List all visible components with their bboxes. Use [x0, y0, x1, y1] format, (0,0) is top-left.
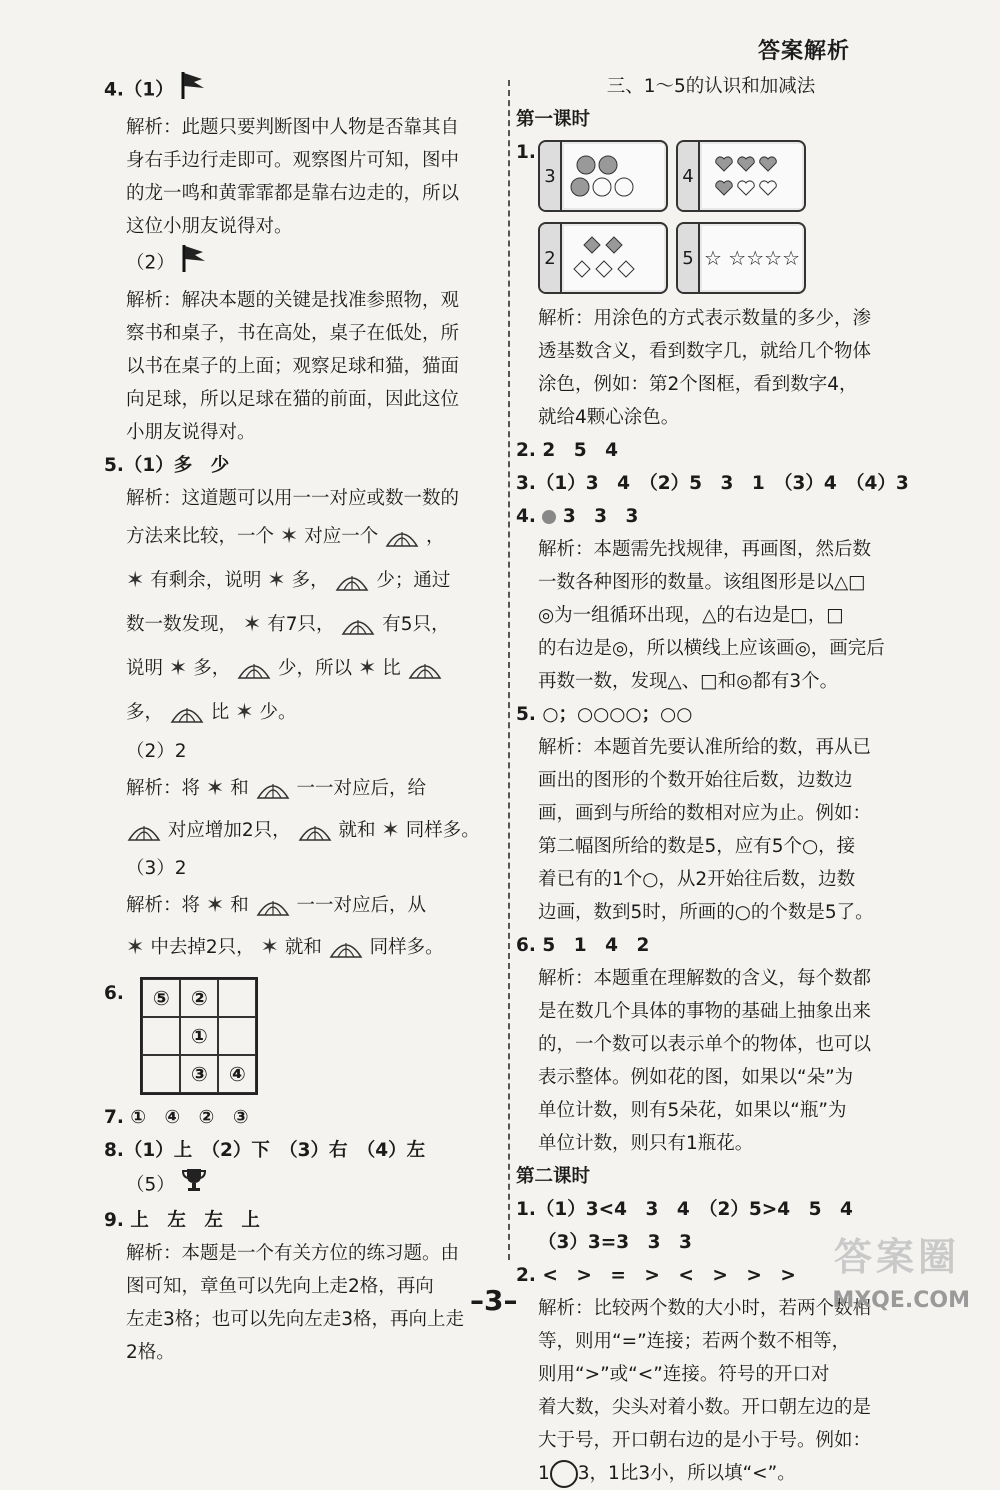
text-line: 涂色，例如：第2个图框，看到数字4，: [538, 374, 858, 395]
q5-1-explanation: [104, 482, 494, 735]
starfish-icon: ✶: [279, 524, 299, 549]
text-line: 解析：此题只要判断图中人物是否靠其自: [126, 117, 460, 138]
card-number: 3: [540, 142, 562, 210]
text-span: 说明: [126, 658, 164, 679]
l2-q1b: （3）3=3 3 3: [538, 1232, 692, 1253]
q8-5-label: （5）: [126, 1174, 175, 1196]
text-span: 解析：将: [126, 778, 201, 799]
hearts-icon: [702, 144, 802, 208]
grid-cell: ⑤: [142, 979, 180, 1017]
starfish-icon: ✶: [205, 776, 225, 801]
text-line: 表示整体。例如花的图，如果以“朵”为: [538, 1067, 854, 1088]
watermark-site: MXQE.COM: [832, 1288, 970, 1313]
text-line: 解析：本题首先要认准所给的数，再从已: [538, 737, 872, 758]
text-span: 就和: [338, 820, 376, 841]
text-line: [126, 515, 494, 559]
text-line: 的龙一鸣和黄霏霏都是靠右边走的，所以: [126, 183, 460, 204]
text-span: 3，1比3小，所以填“<”。: [577, 1463, 796, 1484]
text-line: 单位计数，则只有1瓶花。: [538, 1133, 754, 1154]
r-q3: 3.（1）3 4 （2）5 3 1 （3）4 （4）3: [516, 473, 909, 494]
text-line: 边画，数到5时，所画的○的个数是5了。: [538, 902, 874, 923]
r-q2: 2. 2 5 4: [516, 440, 618, 461]
r-q1-cards: [538, 140, 906, 294]
r-q4-explanation: [516, 533, 906, 698]
q6: [104, 977, 494, 1101]
text-line: 是在数几个具体的事物的基础上抽象出来: [538, 1001, 872, 1022]
shell-icon: [384, 526, 420, 548]
r-q4-answer: 3 3 3: [562, 506, 639, 527]
q4-1-explanation: [104, 111, 494, 243]
text-span: 少；通过: [376, 570, 451, 591]
starfish-icon: ✶: [242, 612, 262, 637]
text-span: 1: [538, 1463, 550, 1484]
diamonds-icon: [564, 226, 664, 290]
starfish-icon: ✶: [267, 568, 286, 593]
q8-5: [104, 1167, 494, 1204]
text-line: [538, 1457, 906, 1490]
q5-1: 5.（1）多 少: [104, 455, 230, 476]
text-span: 多，: [193, 658, 231, 679]
text-line: 解析：解决本题的关键是找准参照物，观: [126, 290, 460, 311]
text-span: 数一数发现，: [126, 614, 238, 635]
q4-1-label: 4.（1）: [104, 79, 174, 101]
l2-q1a: 1.（1）3<4 3 4 （2）5>4 5 4: [516, 1199, 853, 1220]
text-line: 解析：本题重在理解数的含义，每个数都: [538, 968, 872, 989]
q5-2: （2）2: [126, 741, 187, 762]
blank-circle-icon: [550, 1460, 578, 1488]
shell-icon: [340, 614, 376, 636]
text-line: 图可知，章鱼可以先向上走2格，再向: [126, 1276, 434, 1297]
text-line: 就给4颗心涂色。: [538, 407, 680, 428]
page-header: 答案解析: [757, 39, 850, 64]
count-card: [538, 140, 668, 212]
text-span: 对应一个: [304, 526, 379, 547]
r-q1: 1.: [516, 142, 536, 163]
trophy-icon: [181, 1167, 207, 1204]
q4-2-explanation: [104, 284, 494, 449]
text-line: [126, 810, 494, 852]
grid-cell: ③: [180, 1055, 218, 1093]
text-line: 第二幅图所给的数是5，应有5个○，接: [538, 836, 856, 857]
flag-icon: [181, 243, 207, 284]
text-line: 则用“>”或“<”连接。符号的开口对: [538, 1364, 830, 1385]
section-title: 三、1～5的认识和加减法: [606, 76, 816, 97]
text-span: 就和: [284, 937, 322, 958]
text-line: 解析：比较两个数的大小时，若两个数相: [538, 1298, 872, 1319]
left-column: [104, 70, 494, 1369]
r-q4: [516, 500, 906, 533]
grid-cell: [218, 979, 256, 1017]
flag-icon: [180, 70, 206, 111]
q9: 9. 上 左 左 上: [104, 1210, 260, 1231]
shell-icon: [297, 820, 333, 842]
text-span: 对应增加2只，: [167, 820, 291, 841]
grid-cell: [142, 1017, 180, 1055]
starfish-icon: ✶: [260, 935, 279, 960]
text-line: 大于号，开口朝右边的是小于号。例如：: [538, 1430, 872, 1451]
text-line: [126, 768, 494, 810]
l2-q2: 2. < > = > < > > >: [516, 1265, 796, 1286]
shell-icon: [255, 895, 291, 917]
text-span: 解析：将: [126, 895, 201, 916]
q6-label: 6.: [104, 983, 124, 1004]
card-number: 4: [678, 142, 700, 210]
grid-cell: ④: [218, 1055, 256, 1093]
text-line: 透基数含义，看到数字几，就给几个物体: [538, 341, 872, 362]
r-q5: 5. ○；○○○○；○○: [516, 704, 693, 725]
text-line: 察书和桌子，书在高处，桌子在低处，所: [126, 323, 460, 344]
text-span: 有剩余，说明: [150, 570, 262, 591]
r-q5-explanation: [516, 731, 906, 929]
shell-icon: [255, 778, 291, 800]
stars-row: ☆☆☆: [746, 246, 800, 270]
text-line: 一数各种图形的数量。该组图形是以△□: [538, 572, 866, 593]
text-line: 身右手边行走即可。观察图片可知，图中: [126, 150, 460, 171]
stars-row: ☆ ☆: [703, 246, 747, 270]
text-span: ，: [426, 526, 445, 547]
text-line: 的，一个数可以表示单个的物体，也可以: [538, 1034, 872, 1055]
q5-3-explanation: [104, 885, 494, 969]
text-span: 和: [230, 778, 249, 799]
starfish-icon: ✶: [168, 656, 188, 681]
text-span: 有7只，: [267, 614, 335, 635]
filled-circle-icon: [542, 510, 556, 524]
text-line: [126, 885, 494, 927]
text-line: 以书在桌子的上面；观察足球和猫，猫面: [126, 356, 460, 377]
r-q6-explanation: [516, 962, 906, 1160]
grid-cell: ②: [180, 979, 218, 1017]
q6-grid: [140, 977, 258, 1095]
text-span: 中去掉2只，: [150, 937, 255, 958]
text-line: ◎为一组循环出现，△的右边是□，□: [538, 605, 844, 626]
r-q1-explanation: [516, 302, 906, 434]
text-span: 一一对应后，给: [296, 778, 427, 799]
column-divider: [508, 80, 510, 1260]
text-line: [126, 603, 494, 647]
text-line: 小朋友说得对。: [126, 422, 256, 443]
text-line: 等，则用“=”连接；若两个数不相等，: [538, 1331, 851, 1352]
card-number: 2: [540, 224, 562, 292]
text-line: 这位小朋友说得对。: [126, 216, 293, 237]
text-line: 的右边是◎，所以横线上应该画◎，画完后: [538, 638, 885, 659]
stars-icon: [702, 226, 802, 290]
q5-2-explanation: [104, 768, 494, 852]
text-line: 着已有的1个○，从2开始往后数，边数: [538, 869, 856, 890]
q4-2: [104, 243, 494, 284]
text-line: 再数一数，发现△、□和◎都有3个。: [538, 671, 839, 692]
text-span: 多，: [291, 570, 329, 591]
shell-icon: [407, 658, 443, 680]
text-line: 解析：本题需先找规律，再画图，然后数: [538, 539, 872, 560]
q9-explanation: [104, 1237, 494, 1369]
text-line: 着大数，尖头对着小数。开口朝左边的是: [538, 1397, 872, 1418]
text-line: [126, 647, 494, 691]
r-q6: 6. 5 1 4 2: [516, 935, 650, 956]
text-span: 少，所以: [278, 658, 353, 679]
text-span: 一一对应后，从: [296, 895, 427, 916]
text-line: 画出的图形的个数开始往后数，边数边: [538, 770, 853, 791]
watermark-logo: 答案圈: [833, 1235, 960, 1279]
text-span: 比: [210, 702, 230, 723]
text-span: 有5只，: [382, 614, 450, 635]
text-line: [126, 691, 494, 735]
shell-icon: [334, 570, 370, 592]
text-line: 2格。: [126, 1342, 175, 1363]
starfish-icon: ✶: [205, 893, 225, 918]
shell-icon: [126, 820, 162, 842]
shell-icon: [169, 702, 205, 724]
starfish-icon: ✶: [381, 818, 400, 843]
text-line: 画，画到与所给的数相对应为止。例如：: [538, 803, 872, 824]
q7: 7. ① ④ ② ③: [104, 1107, 249, 1128]
starfish-icon: ✶: [126, 568, 145, 593]
text-line: 向足球，所以足球在猫的前面，因此这位: [126, 389, 460, 410]
shell-icon: [328, 937, 364, 959]
text-span: 方法来比较，一个: [126, 526, 275, 547]
lesson-1-title: 第一课时: [516, 109, 591, 130]
starfish-icon: ✶: [357, 656, 377, 681]
l2-q2-explanation: [516, 1292, 906, 1490]
grid-cell: ①: [180, 1017, 218, 1055]
text-line: 解析：用涂色的方式表示数量的多少，渗: [538, 308, 872, 329]
text-line: 解析：这道题可以用一一对应或数一数的: [126, 488, 460, 509]
count-card: [538, 222, 668, 294]
text-span: 少。: [259, 702, 297, 723]
starfish-icon: ✶: [235, 700, 254, 725]
lesson-2-title: 第二课时: [516, 1166, 591, 1187]
page-number: –3–: [470, 1284, 518, 1317]
text-line: [126, 927, 494, 969]
q4-2-label: （2）: [126, 252, 175, 274]
text-line: 左走3格；也可以先向左走3格，再向上走: [126, 1309, 465, 1330]
count-card: [676, 140, 806, 212]
text-span: 同样多。: [405, 820, 480, 841]
text-line: 单位计数，则有5朵花，如果以“瓶”为: [538, 1100, 847, 1121]
text-span: 和: [230, 895, 249, 916]
q4-1: [104, 70, 494, 111]
count-card: [676, 222, 806, 294]
text-line: 解析：本题是一个有关方位的练习题。由: [126, 1243, 460, 1264]
r-q4-label: 4.: [516, 506, 536, 527]
starfish-icon: ✶: [126, 935, 145, 960]
text-span: 多，: [126, 702, 164, 723]
shell-icon: [236, 658, 272, 680]
grid-cell: [142, 1055, 180, 1093]
text-span: 同样多。: [369, 937, 444, 958]
card-number: 5: [678, 224, 700, 292]
circles-icon: [564, 144, 664, 208]
text-line: [126, 559, 494, 603]
q5-3: （3）2: [126, 858, 187, 879]
text-span: 比: [382, 658, 401, 679]
grid-cell: [218, 1017, 256, 1055]
q8: 8.（1）上 （2）下 （3）右 （4）左: [104, 1140, 426, 1161]
